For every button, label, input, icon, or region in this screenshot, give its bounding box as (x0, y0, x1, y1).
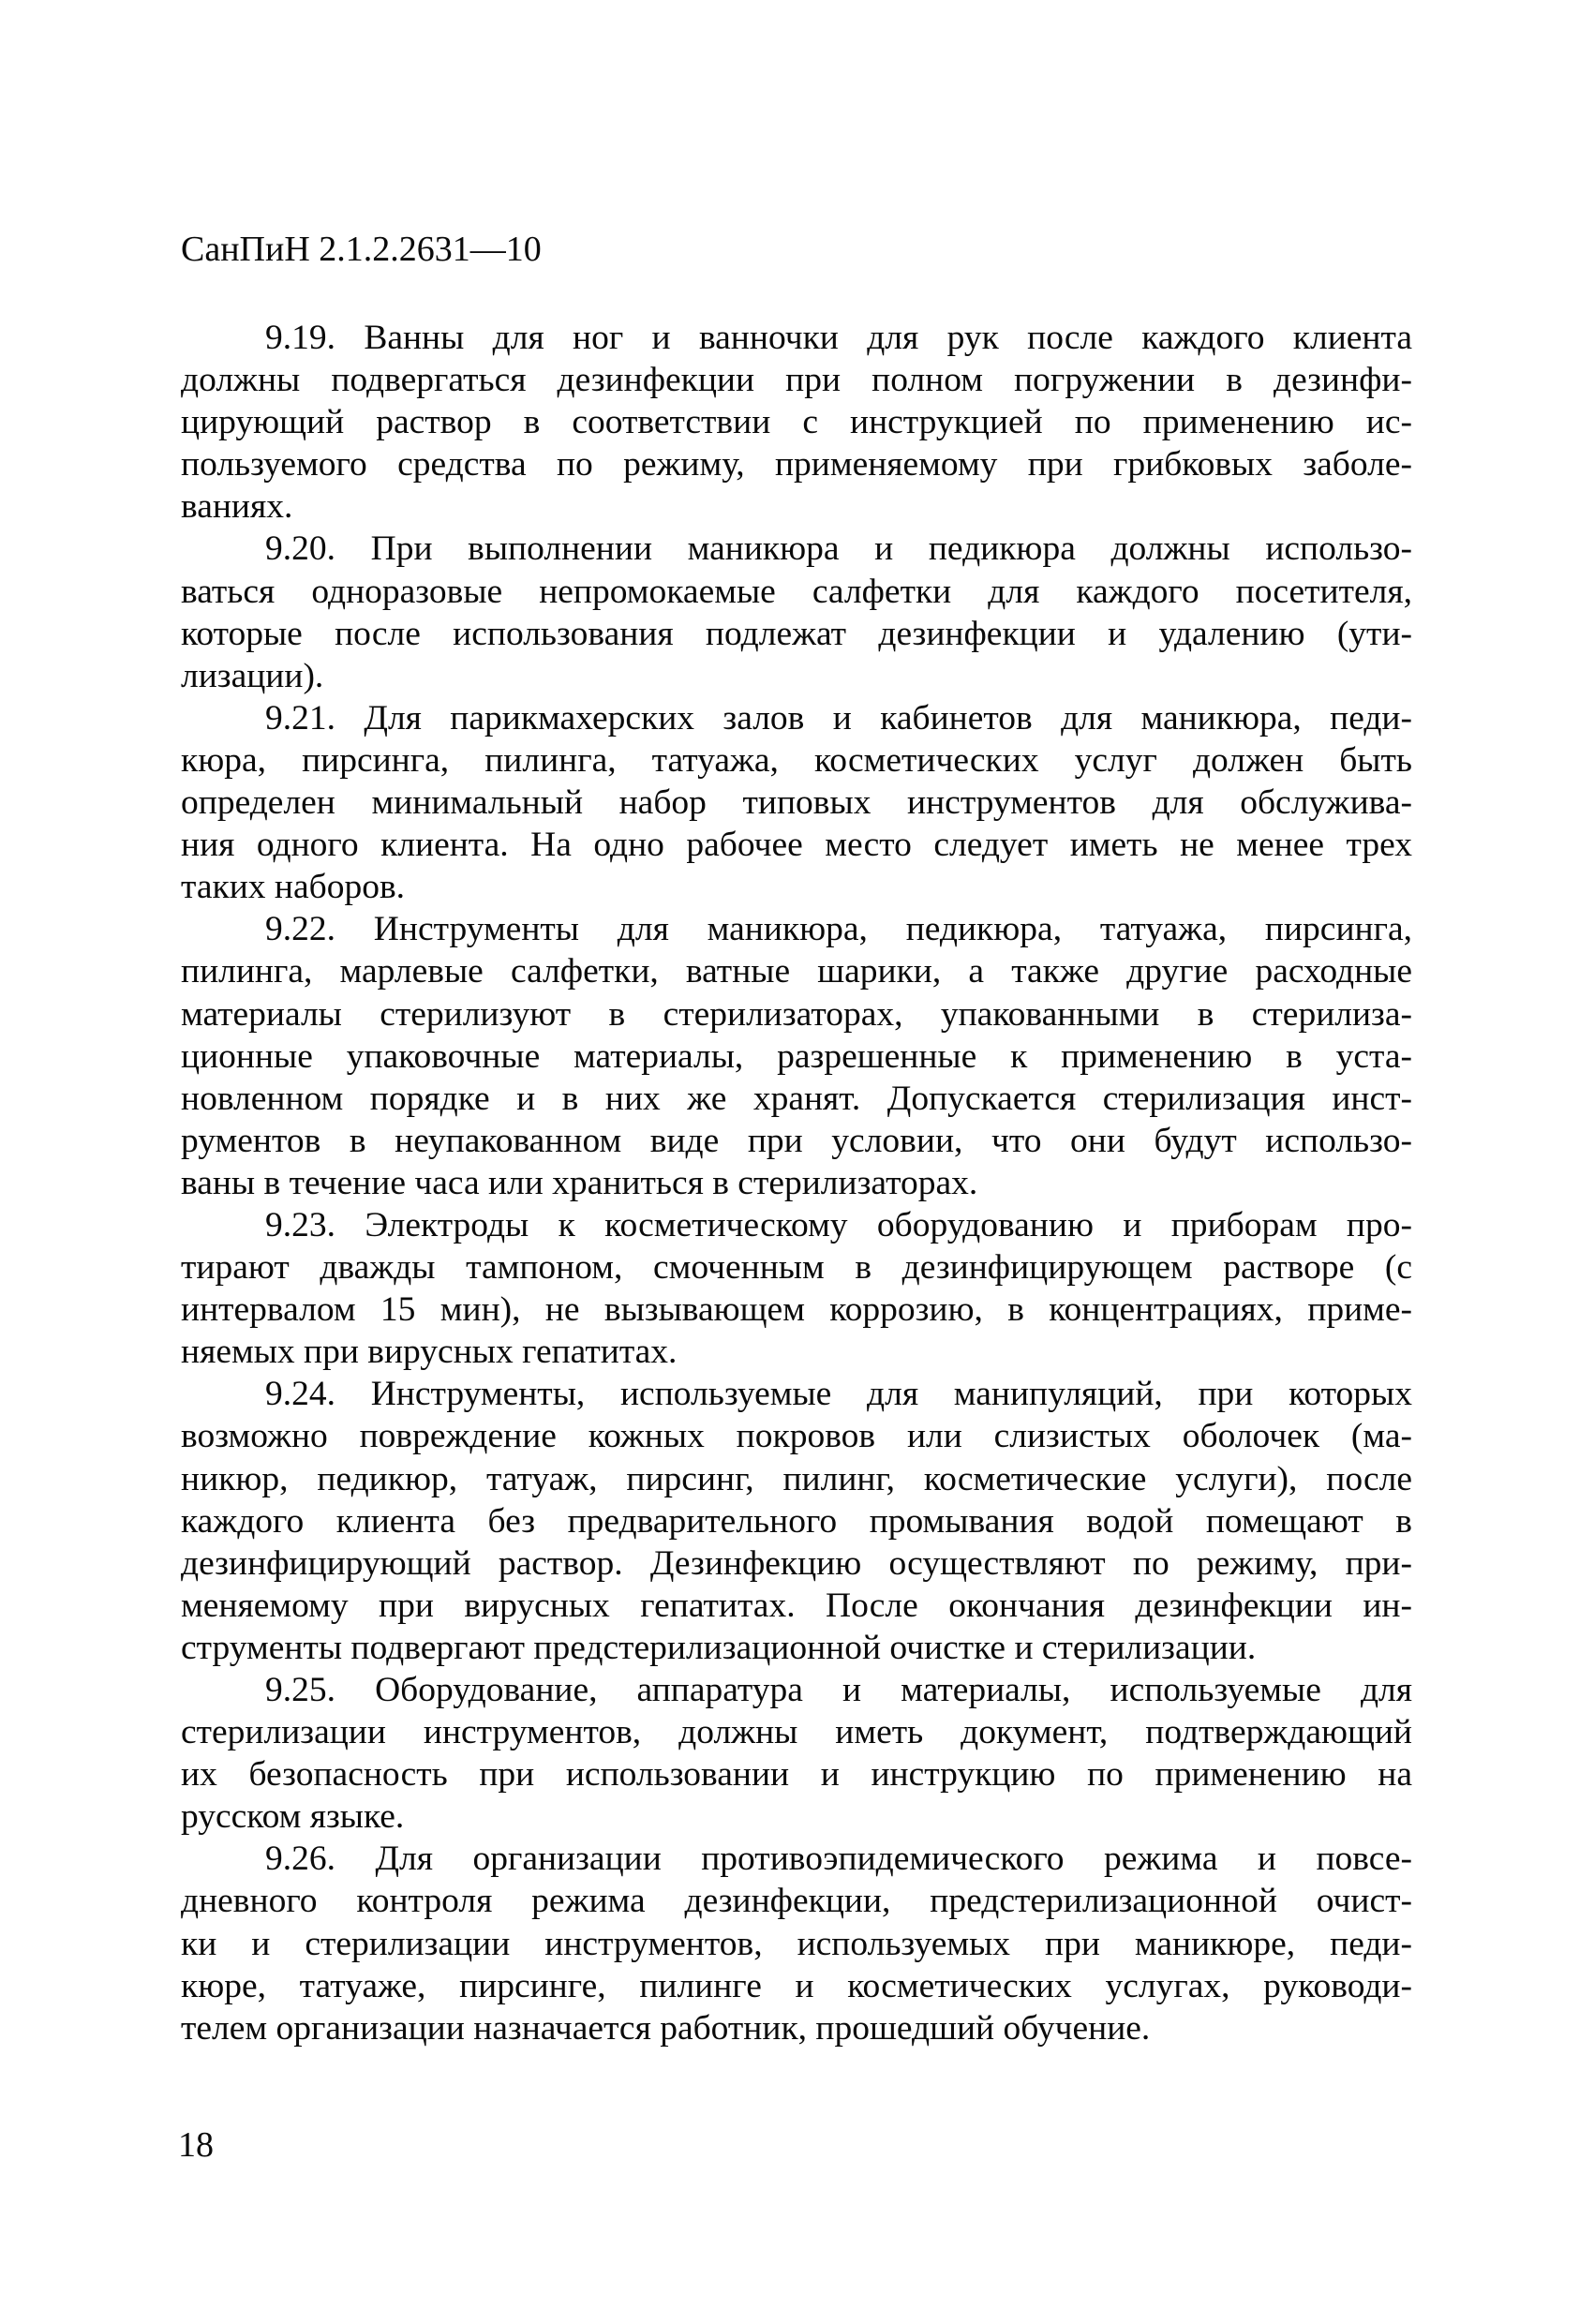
text-line: лизации). (181, 656, 324, 695)
paragraph-9-20 (181, 528, 1412, 696)
text-line: русском языке. (181, 1797, 405, 1837)
text-line: новленном порядке и в них же хранят. Допускается стерилизация инст- (181, 1079, 1412, 1118)
text-line: 9.26. Для организации противоэпидемического режима и повсе- (265, 1840, 1412, 1879)
text-line: должны подвергаться дезинфекции при полном погружении в дезинфи- (181, 361, 1412, 400)
text-line: меняемому при вирусных гепатитах. После окончания дезинфекции ин- (181, 1586, 1412, 1625)
paragraph-9-24 (181, 1373, 1412, 1669)
document-body (181, 317, 1412, 2049)
text-line: дезинфицирующий раствор. Дезинфекцию осуществляют по режиму, при- (181, 1543, 1412, 1583)
text-line: пилинга, марлевые салфетки, ватные шарики, а также другие расходные (181, 952, 1412, 991)
text-line: струменты подвергают предстерилизационной очистке и стерилизации. (181, 1628, 1257, 1667)
text-line: интервалом 15 мин), не вызывающем коррозию, в концентрациях, приме- (181, 1290, 1412, 1330)
text-line: 9.19. Ванны для ног и ванночки для рук после каждого клиента (265, 319, 1412, 357)
document-header: СанПиН 2.1.2.2631—10 (181, 230, 542, 269)
text-line: 9.22. Инструменты для маникюра, педикюра, татуажа, пирсинга, (265, 910, 1412, 949)
page-number: 18 (178, 2125, 214, 2165)
text-line: ционные упаковочные материалы, разрешенные к применению в уста- (181, 1036, 1412, 1076)
text-line: стерилизации инструментов, должны иметь документ, подтверждающий (181, 1713, 1412, 1752)
text-line: 9.25. Оборудование, аппаратура и материалы, используемые для (265, 1671, 1412, 1709)
text-line: каждого клиента без предварительного промывания водой помещают в (181, 1501, 1412, 1541)
text-line: возможно повреждение кожных покровов или слизистых оболочек (ма- (181, 1417, 1412, 1456)
text-line: никюр, педикюр, татуаж, пирсинг, пилинг, косметические услуги), после (181, 1459, 1412, 1498)
text-line: ваться одноразовые непромокаемые салфетки для каждого посетителя, (181, 572, 1412, 611)
text-line: которые после использования подлежат дезинфекции и удалению (ути- (181, 614, 1412, 653)
text-line: ваниях. (181, 487, 293, 527)
text-line: тирают дважды тампоном, смоченным в дезинфицирующем растворе (с (181, 1248, 1412, 1288)
text-line: телем организации назначается работник, прошедший обучение. (181, 2008, 1151, 2048)
paragraph-9-21 (181, 697, 1412, 908)
paragraph-9-23 (181, 1204, 1412, 1373)
text-line: 9.20. При выполнении маникюра и педикюра должны использо- (265, 529, 1412, 569)
paragraph-9-19 (181, 317, 1412, 528)
text-line: 9.21. Для парикмахерских залов и кабинетов для маникюра, педи- (265, 698, 1412, 737)
paragraph-9-25 (181, 1669, 1412, 1838)
text-line: 9.24. Инструменты, используемые для манипуляций, при которых (265, 1375, 1412, 1414)
text-line: цирующий раствор в соответствии с инструкцией по применению ис- (181, 403, 1412, 442)
text-line: ки и стерилизации инструментов, используемых при маникюре, педи- (181, 1924, 1412, 1963)
paragraph-9-22 (181, 908, 1412, 1204)
text-line: пользуемого средства по режиму, применяемому при грибковых заболе- (181, 445, 1412, 484)
text-line: дневного контроля режима дезинфекции, предстерилизационной очист- (181, 1882, 1412, 1921)
text-line: таких наборов. (181, 868, 406, 907)
text-line: 9.23. Электроды к косметическому оборудованию и приборам про- (265, 1205, 1412, 1244)
text-line: ния одного клиента. На одно рабочее место следует иметь не менее трех (181, 826, 1412, 865)
text-line: няемых при вирусных гепатитах. (181, 1333, 678, 1372)
paragraph-9-26 (181, 1838, 1412, 2048)
text-line: материалы стерилизуют в стерилизаторах, упакованными в стерилиза- (181, 994, 1412, 1034)
text-line: ваны в течение часа или храниться в стерилизаторах. (181, 1163, 978, 1202)
text-line: определен минимальный набор типовых инструментов для обслужива- (181, 783, 1412, 823)
text-line: их безопасность при использовании и инструкцию по применению на (181, 1755, 1412, 1795)
text-line: рументов в неупакованном виде при условии, что они будут использо- (181, 1121, 1412, 1160)
text-line: кюра, пирсинга, пилинга, татуажа, косметических услуг должен быть (181, 740, 1412, 780)
text-line: кюре, татуаже, пирсинге, пилинге и косметических услугах, руководи- (181, 1966, 1412, 2005)
